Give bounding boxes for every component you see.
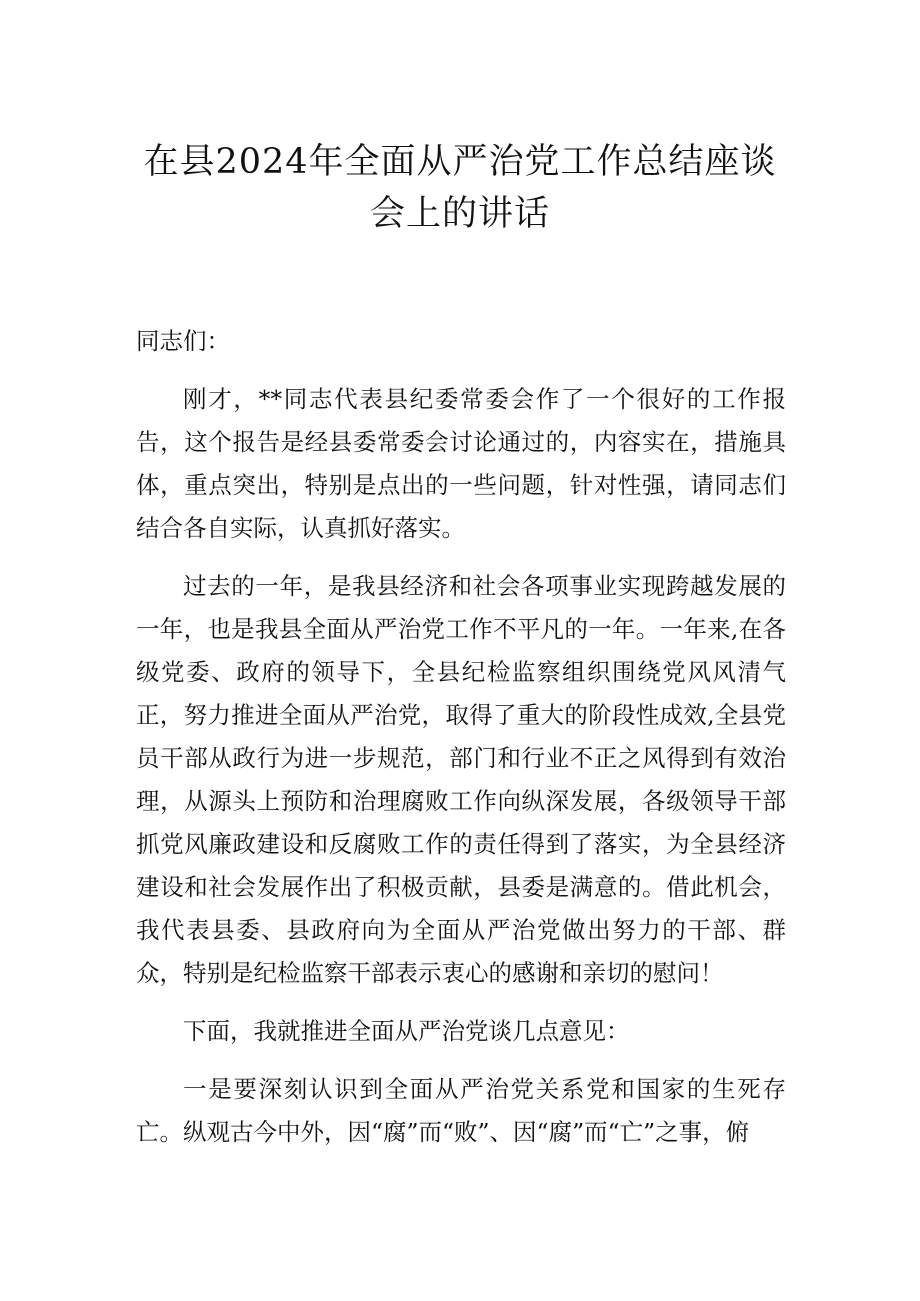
document-title: 在县2024年全面从严治党工作总结座谈会上的讲话 [143, 142, 777, 234]
document-body [136, 320, 786, 1169]
paragraph-3: 下面，我就推进全面从严治党谈几点意见： [183, 1017, 630, 1045]
paragraph-2: 过去的一年，是我县经济和社会各项事业实现跨越发展的一年，也是我县全面从严治党工作不平凡的一年。一年来,在各级党委、政府的领导下，全县纪检监察组织围绕党风风清气正，努力推进全面从严治党，取得了重大的阶段性成效,全县党员干部从政行为进一步规范，部门和行业不正之风得到有效治理，从源头上预防和治理腐败工作向纵深发展，各级领导干部抓党风廉政建设和反腐败工作的责任得到了落实，为全县经济建设和社会发展作出了积极贡献，县委是满意的。借此机会，我代表县委、县政府向为全面从严治党做出努力的干部、群众，特别是纪检监察干部表示衷心的感谢和亲切的慰问！ [136, 572, 786, 987]
paragraph-4: 一是要深刻认识到全面从严治党关系党和国家的生死存亡。纵观古今中外，因“腐”而“败”、因“腐”而“亡”之事，俯 [136, 1075, 786, 1146]
salutation: 同志们： [136, 327, 230, 355]
paragraph-1: 刚才，**同志代表县纪委常委会作了一个很好的工作报告，这个报告是经县委常委会讨论通过的，内容实在，措施具体，重点突出，特别是点出的一些问题，针对性强，请同志们结合各自实际，认真抓好落实。 [136, 385, 786, 542]
